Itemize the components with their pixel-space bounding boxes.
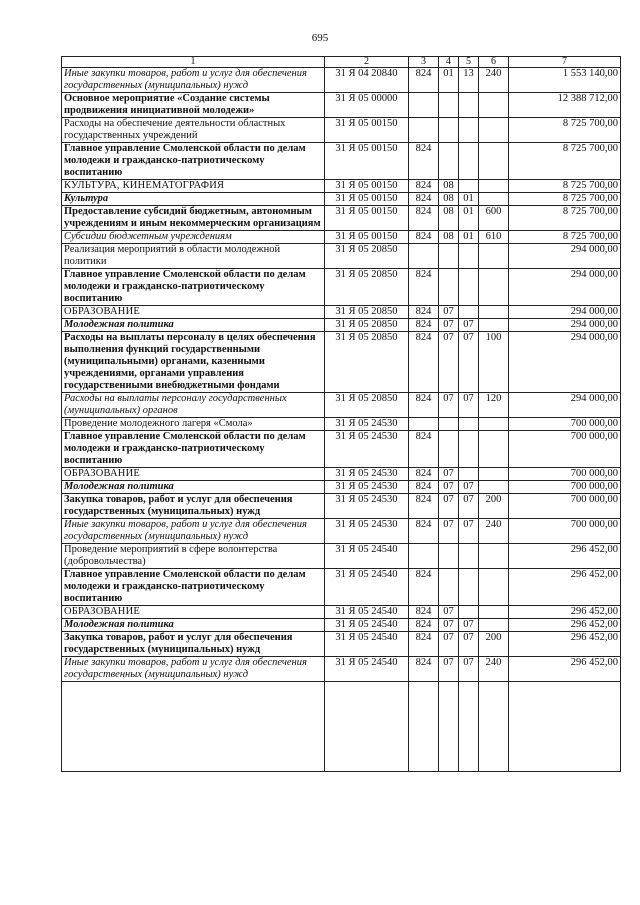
table-row — [62, 544, 621, 569]
row-expense-type-cell — [479, 244, 509, 269]
row-subsection-cell — [459, 468, 479, 481]
empty-cell — [459, 682, 479, 772]
row-subsection-cell — [459, 606, 479, 619]
row-subsection-cell: 07 — [459, 332, 479, 393]
row-name-cell: Молодежная политика — [62, 481, 325, 494]
row-code-cell: 31 Я 05 24530 — [325, 468, 409, 481]
row-name-cell: Субсидии бюджетным учреждениям — [62, 231, 325, 244]
table-row — [62, 118, 621, 143]
table-row — [62, 519, 621, 544]
row-grbs-cell — [409, 244, 439, 269]
row-subsection-cell — [459, 306, 479, 319]
row-name-cell: Иные закупки товаров, работ и услуг для обеспечения государственных (муниципальных) нужд — [62, 68, 325, 93]
row-amount-cell: 700 000,00 — [509, 519, 621, 544]
row-grbs-cell: 824 — [409, 431, 439, 468]
row-code-cell: 31 Я 05 20850 — [325, 332, 409, 393]
row-amount-cell: 8 725 700,00 — [509, 118, 621, 143]
table-row — [62, 431, 621, 468]
row-code-cell: 31 Я 05 24540 — [325, 632, 409, 657]
row-amount-cell: 294 000,00 — [509, 269, 621, 306]
row-amount-cell: 12 388 712,00 — [509, 93, 621, 118]
row-expense-type-cell: 240 — [479, 68, 509, 93]
row-section-cell: 07 — [439, 332, 459, 393]
row-code-cell: 31 Я 05 24540 — [325, 569, 409, 606]
row-expense-type-cell: 200 — [479, 494, 509, 519]
row-name-cell: Закупка товаров, работ и услуг для обеспечения государственных (муниципальных) нужд — [62, 494, 325, 519]
row-grbs-cell: 824 — [409, 143, 439, 180]
row-expense-type-cell — [479, 619, 509, 632]
row-code-cell: 31 Я 05 20850 — [325, 244, 409, 269]
row-name-cell: ОБРАЗОВАНИЕ — [62, 468, 325, 481]
row-grbs-cell: 824 — [409, 569, 439, 606]
row-code-cell: 31 Я 05 24540 — [325, 619, 409, 632]
row-subsection-cell: 13 — [459, 68, 479, 93]
row-code-cell: 31 Я 04 20840 — [325, 68, 409, 93]
row-name-cell: Главное управление Смоленской области по делам молодежи и гражданско-патриотическому воспитанию — [62, 143, 325, 180]
row-code-cell: 31 Я 05 24530 — [325, 431, 409, 468]
row-subsection-cell: 01 — [459, 206, 479, 231]
row-amount-cell: 296 452,00 — [509, 619, 621, 632]
row-amount-cell: 294 000,00 — [509, 393, 621, 418]
row-subsection-cell: 07 — [459, 632, 479, 657]
table-empty-row — [62, 682, 621, 772]
row-section-cell — [439, 269, 459, 306]
row-name-cell: Предоставление субсидий бюджетным, автономным учреждениям и иным некоммерческим организациям — [62, 206, 325, 231]
row-expense-type-cell — [479, 544, 509, 569]
row-name-cell: ОБРАЗОВАНИЕ — [62, 606, 325, 619]
row-code-cell: 31 Я 05 00150 — [325, 180, 409, 193]
row-name-cell: Расходы на выплаты персоналу в целях обеспечения выполнения функций государственными (муниципальными) органами, казенными учреждениями, органами управления государственными внебюджетными фондами — [62, 332, 325, 393]
row-subsection-cell — [459, 244, 479, 269]
table-row — [62, 606, 621, 619]
row-grbs-cell: 824 — [409, 468, 439, 481]
table-row — [62, 393, 621, 418]
row-grbs-cell — [409, 418, 439, 431]
row-expense-type-cell: 600 — [479, 206, 509, 231]
row-amount-cell: 1 553 140,00 — [509, 68, 621, 93]
row-expense-type-cell: 120 — [479, 393, 509, 418]
row-grbs-cell: 824 — [409, 68, 439, 93]
row-code-cell: 31 Я 05 24530 — [325, 481, 409, 494]
row-name-cell: Главное управление Смоленской области по делам молодежи и гражданско-патриотическому воспитанию — [62, 569, 325, 606]
table-row — [62, 193, 621, 206]
row-subsection-cell — [459, 143, 479, 180]
row-grbs-cell: 824 — [409, 606, 439, 619]
row-section-cell — [439, 143, 459, 180]
row-name-cell: Расходы на выплаты персоналу государственных (муниципальных) органов — [62, 393, 325, 418]
row-code-cell: 31 Я 05 00150 — [325, 231, 409, 244]
row-section-cell: 07 — [439, 393, 459, 418]
row-expense-type-cell — [479, 118, 509, 143]
row-grbs-cell: 824 — [409, 494, 439, 519]
row-grbs-cell: 824 — [409, 193, 439, 206]
row-amount-cell: 296 452,00 — [509, 544, 621, 569]
row-expense-type-cell: 240 — [479, 519, 509, 544]
row-code-cell: 31 Я 05 00150 — [325, 193, 409, 206]
row-section-cell: 07 — [439, 494, 459, 519]
table-body — [62, 57, 621, 772]
row-subsection-cell — [459, 569, 479, 606]
row-section-cell — [439, 544, 459, 569]
row-section-cell: 07 — [439, 481, 459, 494]
row-section-cell — [439, 418, 459, 431]
row-amount-cell: 700 000,00 — [509, 431, 621, 468]
table-row — [62, 569, 621, 606]
row-amount-cell: 294 000,00 — [509, 244, 621, 269]
row-grbs-cell: 824 — [409, 632, 439, 657]
row-grbs-cell: 824 — [409, 180, 439, 193]
row-subsection-cell: 07 — [459, 319, 479, 332]
row-section-cell: 07 — [439, 468, 459, 481]
header-col-1: 1 — [62, 57, 325, 68]
table-row — [62, 481, 621, 494]
row-grbs-cell: 824 — [409, 519, 439, 544]
row-expense-type-cell — [479, 418, 509, 431]
row-expense-type-cell — [479, 606, 509, 619]
row-name-cell: Реализация мероприятий в области молодежной политики — [62, 244, 325, 269]
row-grbs-cell — [409, 544, 439, 569]
row-name-cell: Главное управление Смоленской области по делам молодежи и гражданско-патриотическому воспитанию — [62, 269, 325, 306]
table-row — [62, 143, 621, 180]
table-row — [62, 93, 621, 118]
row-section-cell: 07 — [439, 306, 459, 319]
row-name-cell: Молодежная политика — [62, 619, 325, 632]
budget-table — [61, 56, 621, 772]
row-name-cell: Проведение мероприятий в сфере волонтерства (добровольчества) — [62, 544, 325, 569]
row-name-cell: ОБРАЗОВАНИЕ — [62, 306, 325, 319]
row-name-cell: Главное управление Смоленской области по делам молодежи и гражданско-патриотическому воспитанию — [62, 431, 325, 468]
row-section-cell: 08 — [439, 206, 459, 231]
table-row — [62, 180, 621, 193]
row-name-cell: Закупка товаров, работ и услуг для обеспечения государственных (муниципальных) нужд — [62, 632, 325, 657]
header-col-3: 3 — [409, 57, 439, 68]
row-expense-type-cell — [479, 93, 509, 118]
row-grbs-cell: 824 — [409, 393, 439, 418]
row-section-cell — [439, 569, 459, 606]
row-subsection-cell — [459, 544, 479, 569]
row-section-cell — [439, 244, 459, 269]
row-grbs-cell: 824 — [409, 306, 439, 319]
table-row — [62, 68, 621, 93]
row-expense-type-cell: 200 — [479, 632, 509, 657]
row-section-cell: 07 — [439, 519, 459, 544]
row-amount-cell: 8 725 700,00 — [509, 231, 621, 244]
row-section-cell: 07 — [439, 619, 459, 632]
row-grbs-cell — [409, 118, 439, 143]
row-amount-cell: 700 000,00 — [509, 494, 621, 519]
row-code-cell: 31 Я 05 24530 — [325, 519, 409, 544]
row-expense-type-cell — [479, 143, 509, 180]
row-code-cell: 31 Я 05 20850 — [325, 393, 409, 418]
row-expense-type-cell — [479, 468, 509, 481]
row-name-cell: Основное мероприятие «Создание системы продвижения инициативной молодежи» — [62, 93, 325, 118]
table-row — [62, 244, 621, 269]
row-expense-type-cell — [479, 180, 509, 193]
empty-cell — [439, 682, 459, 772]
row-section-cell — [439, 93, 459, 118]
table-row — [62, 494, 621, 519]
row-code-cell: 31 Я 05 20850 — [325, 306, 409, 319]
row-amount-cell: 8 725 700,00 — [509, 193, 621, 206]
row-grbs-cell: 824 — [409, 206, 439, 231]
row-grbs-cell: 824 — [409, 332, 439, 393]
row-subsection-cell — [459, 418, 479, 431]
header-col-7: 7 — [509, 57, 621, 68]
page-number: 695 — [311, 32, 329, 44]
row-section-cell: 08 — [439, 193, 459, 206]
row-amount-cell: 8 725 700,00 — [509, 143, 621, 180]
table-row — [62, 632, 621, 657]
row-amount-cell: 296 452,00 — [509, 632, 621, 657]
row-expense-type-cell — [479, 269, 509, 306]
table-row — [62, 269, 621, 306]
header-col-2: 2 — [325, 57, 409, 68]
row-subsection-cell: 07 — [459, 481, 479, 494]
row-subsection-cell — [459, 93, 479, 118]
row-amount-cell: 294 000,00 — [509, 319, 621, 332]
row-name-cell: Расходы на обеспечение деятельности областных государственных учреждений — [62, 118, 325, 143]
row-amount-cell: 700 000,00 — [509, 468, 621, 481]
header-col-6: 6 — [479, 57, 509, 68]
row-subsection-cell — [459, 180, 479, 193]
row-expense-type-cell: 240 — [479, 657, 509, 682]
empty-cell — [479, 682, 509, 772]
table-row — [62, 206, 621, 231]
row-expense-type-cell — [479, 306, 509, 319]
row-code-cell: 31 Я 05 20850 — [325, 319, 409, 332]
row-subsection-cell — [459, 269, 479, 306]
row-expense-type-cell — [479, 569, 509, 606]
table-row — [62, 619, 621, 632]
empty-cell — [325, 682, 409, 772]
table-header-row — [62, 57, 621, 68]
row-code-cell: 31 Я 05 00150 — [325, 143, 409, 180]
table-row — [62, 319, 621, 332]
row-subsection-cell: 07 — [459, 494, 479, 519]
row-section-cell: 01 — [439, 68, 459, 93]
row-amount-cell: 296 452,00 — [509, 657, 621, 682]
row-section-cell: 07 — [439, 632, 459, 657]
row-name-cell: Иные закупки товаров, работ и услуг для обеспечения государственных (муниципальных) нужд — [62, 657, 325, 682]
header-col-5: 5 — [459, 57, 479, 68]
table-row — [62, 657, 621, 682]
row-code-cell: 31 Я 05 00000 — [325, 93, 409, 118]
row-section-cell: 07 — [439, 606, 459, 619]
row-grbs-cell: 824 — [409, 269, 439, 306]
row-amount-cell: 700 000,00 — [509, 418, 621, 431]
row-grbs-cell — [409, 93, 439, 118]
row-subsection-cell: 07 — [459, 393, 479, 418]
row-subsection-cell: 07 — [459, 519, 479, 544]
row-subsection-cell: 07 — [459, 619, 479, 632]
row-section-cell — [439, 118, 459, 143]
row-amount-cell: 294 000,00 — [509, 332, 621, 393]
table-row — [62, 306, 621, 319]
row-expense-type-cell — [479, 319, 509, 332]
row-subsection-cell — [459, 431, 479, 468]
row-amount-cell: 296 452,00 — [509, 569, 621, 606]
row-name-cell: КУЛЬТУРА, КИНЕМАТОГРАФИЯ — [62, 180, 325, 193]
row-amount-cell: 296 452,00 — [509, 606, 621, 619]
row-amount-cell: 8 725 700,00 — [509, 206, 621, 231]
row-code-cell: 31 Я 05 24530 — [325, 494, 409, 519]
table-row — [62, 231, 621, 244]
row-section-cell: 08 — [439, 231, 459, 244]
row-section-cell: 08 — [439, 180, 459, 193]
row-code-cell: 31 Я 05 24540 — [325, 544, 409, 569]
row-grbs-cell: 824 — [409, 481, 439, 494]
table-row — [62, 418, 621, 431]
empty-cell — [509, 682, 621, 772]
row-name-cell: Культура — [62, 193, 325, 206]
row-subsection-cell — [459, 118, 479, 143]
row-section-cell — [439, 431, 459, 468]
row-expense-type-cell — [479, 431, 509, 468]
row-grbs-cell: 824 — [409, 231, 439, 244]
row-name-cell: Проведение молодежного лагеря «Смола» — [62, 418, 325, 431]
row-code-cell: 31 Я 05 24530 — [325, 418, 409, 431]
row-expense-type-cell: 610 — [479, 231, 509, 244]
row-subsection-cell: 01 — [459, 193, 479, 206]
row-subsection-cell: 01 — [459, 231, 479, 244]
table-row — [62, 332, 621, 393]
empty-cell — [62, 682, 325, 772]
row-section-cell: 07 — [439, 657, 459, 682]
row-code-cell: 31 Я 05 24540 — [325, 657, 409, 682]
table-row — [62, 468, 621, 481]
row-code-cell: 31 Я 05 24540 — [325, 606, 409, 619]
row-code-cell: 31 Я 05 00150 — [325, 118, 409, 143]
row-grbs-cell: 824 — [409, 657, 439, 682]
row-expense-type-cell — [479, 481, 509, 494]
row-grbs-cell: 824 — [409, 319, 439, 332]
row-expense-type-cell — [479, 193, 509, 206]
row-code-cell: 31 Я 05 20850 — [325, 269, 409, 306]
row-expense-type-cell: 100 — [479, 332, 509, 393]
header-col-4: 4 — [439, 57, 459, 68]
row-name-cell: Молодежная политика — [62, 319, 325, 332]
row-name-cell: Иные закупки товаров, работ и услуг для обеспечения государственных (муниципальных) нужд — [62, 519, 325, 544]
row-section-cell: 07 — [439, 319, 459, 332]
row-grbs-cell: 824 — [409, 619, 439, 632]
row-code-cell: 31 Я 05 00150 — [325, 206, 409, 231]
row-subsection-cell: 07 — [459, 657, 479, 682]
row-amount-cell: 8 725 700,00 — [509, 180, 621, 193]
row-amount-cell: 700 000,00 — [509, 481, 621, 494]
row-amount-cell: 294 000,00 — [509, 306, 621, 319]
empty-cell — [409, 682, 439, 772]
